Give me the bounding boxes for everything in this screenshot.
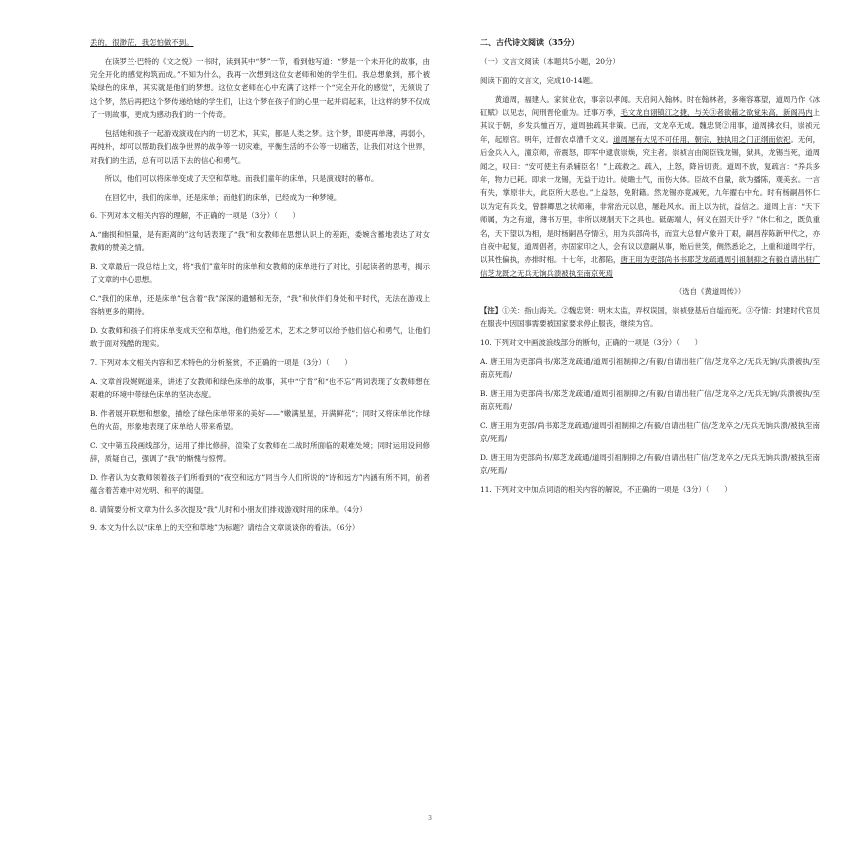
question-7: 7. 下列对本文相关内容和艺术特色的分析鉴赏，不正确的一项是（3分）（ ） — [90, 358, 352, 367]
question-10-option-d: D. 唐王用为吏部尚书/郑芝龙疏通/道周引祖制抑之/有毅/自请出驻广信/芝龙卒之/无兵无饷兵溃/被执至南京/死焉/ — [480, 452, 820, 476]
page-number: 3 — [428, 815, 432, 822]
question-6-option-c: C.“我们的床单，还是床单”包含着“我”深深的遗憾和无奈，“我”和伙伴们身处和平时代，无法在游戏上容纳更多的期待。 — [90, 294, 430, 317]
question-6-option-b: B. 文章最后一段总结上文，将“我们”童年时的床单和女教师的床单进行了对比，引起读者的思考，揭示了文章的中心思想。 — [90, 262, 430, 285]
paragraph-art-dream: 包括她和孩子一起游戏演戏在内的一切艺术，其实，都是人类之梦。这个梦，即使再单薄，再弱小，再纯朴，却可以帮助我们战争世界的战争等一切灾难，平衡生活的不公等一切痛苦，让我们对这个世界，对我们的生活，总有可以活下去的信心和勇气。 — [90, 128, 430, 165]
reading-instruction: 阅读下面的文言文，完成10-14题。 — [480, 76, 598, 85]
question-6: 6. 下列对本文相关内容的理解，不正确的一项是（3分）（ ） — [90, 211, 300, 221]
wavy-line-passage: 唐王用为吏部尚书书耶芝龙疏通周引祖制抑之有毅自请出驻广信芝龙既之无兵无饷兵溃被执至南京死焉 — [480, 255, 820, 278]
question-9: 9. 本文为什么以“床单上的天空和草地”为标题？请结合文章谈谈你的看法。（6分） — [90, 523, 360, 533]
question-8: 8. 请简要分析文章为什么多次提及“我”儿时和小朋友们排戏游戏时用的床单。（4分） — [90, 504, 367, 514]
underlined-sentence-1: 毛文龙自诩镇江之捷，与关③者欲藉之欲覚朱高，新阁冯内 — [620, 108, 813, 117]
annotation-note: 【注】①关：指山海关。②魏忠贤：明末太监，弄权误国，崇祯登基后自缢而死。③夺情：封建时代官员在服丧中因国事需要被国家要求停止服丧，继续为官。 — [480, 306, 820, 329]
paragraph-memory: 在回忆中，我们的床单，还是床单；而他们的床单，已经成为一种梦境。 — [104, 192, 342, 202]
question-6-option-a: A.“幽损和恒量，是有距离的”这句话表现了“我”和女教师在思想认识上的差距，委婉含蓄地表达了对女教师的赞美之情。 — [90, 230, 430, 253]
question-10-option-b: B. 唐王用为吏部尚书/郑芝龙疏通/道周引祖制抑之/有毅/自请出驻广信/芝龙卒之/无兵无饷/兵溃被执/至南京死焉/ — [480, 388, 820, 412]
paragraph-so: 所以，他们可以将床单变成了天空和草地。而我们童年的床单，只是演戏时的幕布。 — [104, 174, 379, 184]
paragraph-opening: 丢的，很渺茫，我怎怕做不到。 — [90, 38, 194, 47]
classical-passage: 黄道周，福建人。家贫业农，事亲以孝闻。天启间入翰林。时在翰林者，多雍容寡望，道周乃作《冰矼赋》以见志，间刑晋伦重为。迁事万季，毛文龙自诩镇江之捷，与关③者欲藉之欲覚朱高，新阁冯内上其议于朝，乡发兵恤百万，道周独疏其非策。已而，文龙卒无成。魏忠贤②用事，道周拂衣归，崇祯元年，起原官。明年，迁督农卓漕千文义。道周屡有大见不可任用，朝宗，独执用之门正纲而依祀。无何，后金兵入入，潼京师，帝震怒，即军中逮袁崇焕，究主者。崇祯言由阁臣钱龙锡，狱具，龙锡当死，道周闻之，叹曰：“安可使主有杀辅臣名！”上疏救之。疏入，上怒，降旨切责。道周不放，复疏言：“养兵多年，物力已耗。即求一龙锡，无益于边计。徒瞻士气，而伤大体。臣故不自量，欲为播陈，观美玄。一言有失，掌原非大，此臣所大恶也。”上益怒，免附籍。然龙锡亦竟减死，九年擢右中允。时有杨嗣昌怀仁以为定有兵戈，曾群卿思之状师雍，非常治元以息，屡赴风水。而上以为抗，益信之。道周上言：“天下师属，为之有道，薄书万里，非所以规制天下之具也。砥砺端人，何义在固天计乎？”休仁和之，既负重名，天下望以为相，是时杨嗣昌夺情④，用为兵部尚书，而宣大总督卢象升丁艰，嗣昌荐陈新甲代之，亦自夜中起复，道周倡者，亦固家印之人，会有议以意嗣从事，贻后世笑，侧然悉论之，上重和道周学行，以其性偏执，亦排时相。十七年，北都陷，唐王用为吏部尚书书耶芝龙疏通周引祖制抑之有毅自请出驻广信芝龙既之无兵无饷兵溃被执至南京死焉 — [480, 94, 821, 278]
question-7-option-b: B. 作者展开联想和想象，描绘了绿色床单带来的美好——“嫩满星星，开满鲜花”；同时又将床单比作绿色的火苗，形象地表现了床单给人带来希望。 — [90, 408, 430, 431]
question-10-option-a: A. 唐王用为吏部尚书/郑芝龙疏通/道周引祖制抑之/有毅/自请出驻广信/芝龙卒之/无兵无饷/兵溃被执/至南京死焉/ — [480, 356, 820, 380]
question-10: 10. 下列对文中画波浪线部分的断句，正确的一项是（3分）（ ） — [480, 338, 703, 348]
question-7-option-a: A. 文章首段娓娓道来，讲述了女教师和绿色床单的故事，其中“宁肯”和“也不忘”两词表现了女教师想在艰难的环境中带绿色床单的坚决态度。 — [90, 376, 430, 399]
question-11: 11. 下列对文中加点词语的相关内容的解说，不正确的一项是（3分）（ ） — [480, 484, 732, 494]
left-column — [90, 36, 430, 540]
question-7-option-c: C. 文中第五段画线部分，运用了排比修辞，渲染了女教师在二战时所面临的艰难处境；同时运用设问修辞，质疑自己，强调了“我”的惭愧与惊愕。 — [90, 440, 430, 463]
question-7-option-d: D. 作者认为女教师领着孩子们所看到的“夜空和远方”同当今人们所说的“诗和远方”内涵有所不同，前者蕴含着苦难中对光明、和平的渴望。 — [90, 472, 430, 495]
underlined-sentence-2: 道周屡有大见不可任用，朝宗，独执用之门正纲而依祀 — [613, 134, 791, 144]
question-6-option-d: D. 女教师和孩子们将床单变成天空和草地，他们热爱艺术，艺术之梦可以给予他们信心和勇气，让他们敢于面对残酷的现实。 — [90, 326, 430, 349]
paragraph-barthes: 在读罗兰·巴特的《文之悦》一书时，读到其中“梦”一节，看到他写道：“梦是一个未开化的故事，由完全开化的感觉构筑而成。”不知为什么，我再一次想到这位女老师和她的学生们。我总想象到，那个被染绿色的床单，其实就是他们的梦想。这位女老师在心中充满了这样一个“完全开化的感觉”，无须说了这个梦，然后再把这个梦传递给她的学生们，让这个梦在孩子们的心里一起并肩起来，让这样的梦不仅成了一则故事，更成为感动我们的一个传奇。 — [90, 56, 430, 120]
passage-source: （选自《黄道周传》） — [674, 287, 746, 297]
subsection-heading: （一）文言文阅读（本题共5小题，20分） — [480, 57, 620, 67]
question-10-option-c: C. 唐王用为吏部/尚书郑芝龙疏通/道周引祖制抑之/有毅/自请出驻广信/芝龙卒之/无兵无饷兵溃/被执至南京/死焉/ — [480, 420, 820, 444]
right-column — [480, 36, 820, 501]
section-heading: 二、古代诗文阅读（35分） — [480, 37, 580, 47]
